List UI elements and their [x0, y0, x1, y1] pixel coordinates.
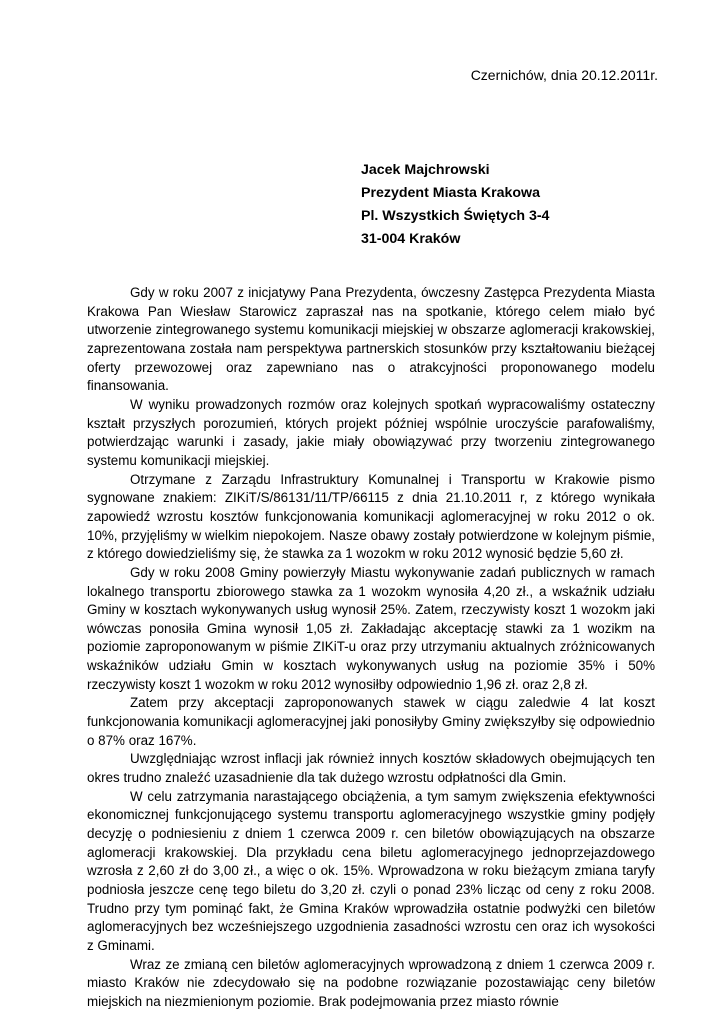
paragraph: Uwzględniając wzrost inflacji jak również innych kosztów składowych obejmujących ten okres trudno znaleźć uzasadnienie dla tak dużego wzrostu odpłatności dla Gmin.	[87, 751, 655, 786]
paragraph: Otrzymane z Zarządu Infrastruktury Komunalnej i Transportu w Krakowie pismo sygnowane znakiem: ZIKiT/S/86131/11/TP/66115 z dnia 21.10.2011 r, z którego wynikała zapowiedź wzrostu kosztów funkcjonowania komunikacji aglomeracyjnej w roku 2012 o ok. 10%, przyjęliśmy w wielkim niepokojem. Nasze obawy zostały potwierdzone w kolejnym piśmie, z którego dowiedzieliśmy się, że stawka za 1 wozokm w roku 2012 wynosić będzie 5,60 zł.	[87, 471, 655, 562]
paragraph: Zatem przy akceptacji zaproponowanych stawek w ciągu zaledwie 4 lat koszt funkcjonowania komunikacji aglomeracyjnej jaki ponosiłyby Gminy zwiększyłby się odpowiednio o 87% oraz 167%.	[87, 695, 655, 748]
paragraph: Gdy w roku 2007 z inicjatywy Pana Prezydenta, ówczesny Zastępca Prezydenta Miasta Krakowa Pan Wiesław Starowicz zapraszał nas na spotkanie, którego celem miało być utworzenie zintegrowanego systemu komunikacji miejskiej w obszarze aglomeracji krakowskiej, zaprezentowana została nam perspektywa partnerskich stosunków przy kształtowaniu bieżącej oferty przewozowej oraz zapewniano nas o atrakcyjności proponowanego modelu finansowania.	[87, 285, 655, 394]
addressee-city: 31-004 Kraków	[361, 231, 461, 247]
letter-body	[87, 284, 655, 1012]
paragraph: Wraz ze zmianą cen biletów aglomeracyjnych wprowadzoną z dniem 1 czerwca 2009 r. miasto Kraków nie zdecydowało się na podobne rozwiązanie pozostawiając ceny biletów miejskich na niezmienionym poziomie. Brak podejmowania przez miasto równie	[87, 956, 655, 1009]
date-line: Czernichów, dnia 20.12.2011r.	[470, 67, 658, 83]
addressee-block	[361, 159, 549, 251]
addressee-name: Jacek Majchrowski	[361, 162, 490, 178]
addressee-street: Pl. Wszystkich Świętych 3-4	[361, 208, 550, 224]
paragraph: W wyniku prowadzonych rozmów oraz kolejnych spotkań wypracowaliśmy ostateczny kształt przyszłych porozumień, których projekt później wspólnie uroczyście parafowaliśmy, potwierdzając warunki i zasady, jakie miały obowiązywać przy tworzeniu zintegrowanego systemu komunikacji miejskiej.	[87, 396, 655, 468]
paragraph: W celu zatrzymania narastającego obciążenia, a tym samym zwiększenia efektywności ekonomicznej funkcjonującego systemu transportu aglomeracyjnego wszystkie gminy podjęły decyzję o podniesieniu z dniem 1 czerwca 2009 r. cen biletów obowiązujących na obszarze aglomeracji krakowskiej. Dla przykładu cena biletu aglomeracyjnego jednoprzejazdowego wzrosła z 2,60 zł do 3,00 zł., a więc o ok. 15%. Wprowadzona w roku bieżącym zmiana taryfy podniosła jeszcze cenę tego biletu do 3,20 zł. czyli o ponad 23% licząc od ceny z roku 2008. Trudno przy tym pominąć fakt, że Gmina Kraków wprowadziła ostatnie podwyżki cen biletów aglomeracyjnych bez wcześniejszego uzgodnienia zasadności wzrostu cen oraz ich wysokości z Gminami.	[87, 788, 655, 953]
paragraph: Gdy w roku 2008 Gminy powierzyły Miastu wykonywanie zadań publicznych w ramach lokalnego transportu zbiorowego stawka za 1 wozokm wynosiła 4,20 zł., a wskaźnik udziału Gminy w kosztach wykonywanych usług wynosił 25%. Zatem, rzeczywisty koszt 1 wozokm jaki wówczas ponosiła Gmina wynosił 1,05 zł. Zakładając akceptację stawki za 1 wozikm na poziomie zaproponowanym w piśmie ZIKiT-u oraz przy utrzymaniu aktualnych zróżnicowanych wskaźników udziału Gmin w kosztach wykonywanych usług na poziomie 35% i 50% rzeczywisty koszt 1 wozokm w roku 2012 wynosiłby odpowiednio 1,96 zł. oraz 2,8 zł.	[87, 564, 655, 692]
addressee-title: Prezydent Miasta Krakowa	[361, 185, 540, 201]
